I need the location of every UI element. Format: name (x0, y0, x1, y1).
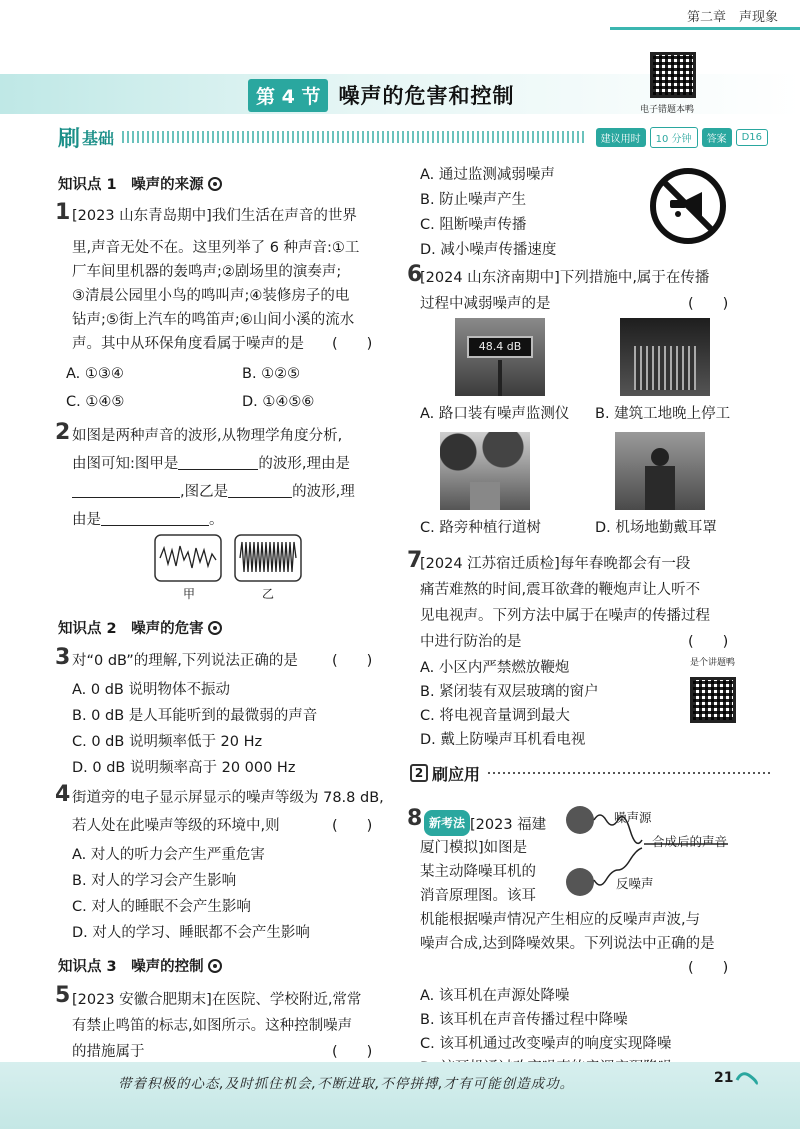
q2-line-2 (72, 452, 350, 476)
q4-line-2: 若人处在此噪声等级的环境中,则 (72, 818, 280, 834)
diagram-label-combined: 合成后的声音 (652, 834, 728, 849)
q3-option-d[interactable]: D. 0 dB 说明频率高于 20 000 Hz (72, 760, 296, 776)
wave-label-jia: 甲 (183, 587, 196, 601)
section-title-text: 噪声的危害和控制 (338, 84, 515, 108)
q6-answer-paren[interactable]: ( ) (688, 296, 729, 312)
q5-option-b[interactable]: B. 防止噪声产生 (420, 192, 527, 208)
q7-line-3: 见电视声。下列方法中属于在噪声的传播过程 (420, 608, 710, 624)
q6-option-c[interactable]: C. 路旁种植行道树 (420, 520, 541, 536)
q2-line-4 (72, 508, 224, 532)
q4-number: 4 (55, 782, 71, 807)
q2-line-2a: 由图可知:图甲是 (72, 456, 179, 472)
answer-page: D16 (736, 129, 768, 146)
time-label: 建议用时 (596, 128, 646, 147)
q3-option-b[interactable]: B. 0 dB 是人耳能听到的最微弱的声音 (72, 708, 318, 724)
q7-option-c[interactable]: C. 将电视音量调到最大 (420, 708, 570, 724)
q8-line-3: 某主动降噪耳机的 (420, 864, 536, 880)
knowledge-point-3 (58, 955, 222, 976)
kp1-label: 知识点 1 噪声的来源 (58, 177, 204, 193)
q7-number: 7 (407, 548, 423, 573)
tree-canopy (440, 432, 530, 482)
q8-option-b[interactable]: B. 该耳机在声音传播过程中降噪 (420, 1012, 628, 1028)
q1-option-b[interactable]: B. ①②⑤ (242, 366, 301, 382)
monitor-display: 48.4 dB (467, 336, 533, 358)
q5-line-1: [2023 安徽合肥期末]在医院、学校附近,常常 (72, 992, 362, 1008)
q2-line-2b: 的波形,理由是 (258, 456, 350, 472)
q2-line-3 (72, 480, 355, 504)
q8-option-c[interactable]: C. 该耳机通过改变噪声的响度实现降噪 (420, 1036, 672, 1052)
q4-line-1: 街道旁的电子显示屏显示的噪声等级为 78.8 dB, (72, 790, 384, 806)
q3-option-a[interactable]: A. 0 dB 说明物体不振动 (72, 682, 230, 698)
section2-label: 刷应用 (432, 764, 481, 784)
q8-line-1 (424, 810, 546, 837)
q1-answer-paren[interactable]: ( ) (332, 336, 373, 352)
diagram-label-anti: 反噪声 (616, 876, 654, 891)
q2-line-1: 如图是两种声音的波形,从物理学角度分析, (72, 428, 343, 444)
q8-line-1-text: [2023 福建 (470, 817, 547, 833)
qr-code-icon[interactable] (650, 52, 696, 98)
q7-option-d[interactable]: D. 戴上防噪声耳机看电视 (420, 732, 586, 748)
q1-line-1: [2023 山东青岛期中]我们生活在声音的世界 (72, 208, 357, 224)
q2-number: 2 (55, 420, 71, 445)
time-value: 10 分钟 (650, 127, 698, 148)
q6-photo-trees (440, 432, 530, 510)
q6-line-2: 过程中减弱噪声的是 (420, 296, 551, 312)
q5-number: 5 (55, 983, 71, 1008)
q7-option-b[interactable]: B. 紧闭装有双层玻璃的窗户 (420, 684, 599, 700)
answer-label: 答案 (702, 128, 732, 147)
q6-photo-airport-staff (615, 432, 705, 510)
basic-section-bar (58, 126, 768, 152)
q7-qr[interactable] (690, 677, 736, 723)
section-title (248, 78, 514, 112)
q6-option-d[interactable]: D. 机场地勤戴耳罩 (595, 520, 717, 536)
q4-option-d[interactable]: D. 对人的学习、睡眠都不会产生影响 (72, 925, 310, 941)
q1-option-c[interactable]: C. ①④⑤ (66, 394, 125, 410)
q2-line-3c: 的波形,理 (292, 484, 355, 500)
q4-option-a[interactable]: A. 对人的听力会产生严重危害 (72, 847, 265, 863)
q8-line-4: 消音原理图。该耳 (420, 888, 536, 904)
header-qr[interactable] (650, 52, 696, 98)
q7-answer-paren[interactable]: ( ) (688, 634, 729, 650)
q1-line-5: 钻声;⑤街上汽车的鸣笛声;⑥山间小溪的流水 (72, 312, 355, 328)
q5-option-a[interactable]: A. 通过监测减弱噪声 (420, 167, 555, 183)
diagram-label-noise: 噪声源 (614, 810, 652, 825)
footer-motto: 带着积极的心态,及时抓住机会,不断进取,不停拼搏,才有可能创造成功。 (118, 1076, 575, 1092)
application-section-bar (410, 762, 770, 784)
construction-scaffold (634, 346, 696, 390)
q2-line-4b: 。 (209, 512, 224, 528)
q4-option-c[interactable]: C. 对人的睡眠不会产生影响 (72, 899, 251, 915)
target-icon (208, 177, 222, 191)
q6-option-b[interactable]: B. 建筑工地晚上停工 (595, 406, 731, 422)
q3-stem: 对“0 dB”的理解,下列说法正确的是 (72, 653, 298, 669)
q8-new-tag: 新考法 (424, 810, 470, 836)
q8-option-a[interactable]: A. 该耳机在声源处降噪 (420, 988, 570, 1004)
q5-line-2: 有禁止鸣笛的标志,如图所示。这种控制噪声 (72, 1018, 353, 1034)
kp2-label: 知识点 2 噪声的危害 (58, 621, 204, 637)
q7-line-4: 中进行防治的是 (420, 634, 522, 650)
q2-blank-4[interactable] (101, 512, 209, 526)
page-number: 21 (714, 1070, 734, 1086)
q1-number: 1 (55, 200, 71, 225)
q8-line-2: 厦门模拟]如图是 (420, 840, 528, 856)
q6-photo-construction (620, 318, 710, 396)
section2-dots (488, 772, 770, 774)
q2-blank-3[interactable] (228, 484, 292, 498)
target-icon (208, 959, 222, 973)
q3-answer-paren[interactable]: ( ) (332, 653, 373, 669)
q2-waveform-figure (150, 530, 310, 600)
q7-line-1: [2024 江苏宿迁质检]每年春晚都会有一段 (420, 556, 691, 572)
q4-option-b[interactable]: B. 对人的学习会产生影响 (72, 873, 237, 889)
anti-noise-speaker (566, 868, 594, 896)
noise-source-speaker (566, 806, 594, 834)
no-horn-sign-icon (648, 166, 728, 246)
q7-option-a[interactable]: A. 小区内严禁燃放鞭炮 (420, 660, 570, 676)
section-brush: 刷 (58, 126, 81, 152)
q3-number: 3 (55, 645, 71, 670)
q2-line-3b: ,图乙是 (180, 484, 229, 500)
q8-answer-paren[interactable]: ( ) (688, 960, 729, 976)
qr-label: 电子错题本鸭 (640, 105, 695, 115)
q1-option-d[interactable]: D. ①④⑤⑥ (242, 394, 315, 410)
q6-number: 6 (407, 262, 423, 287)
q7-line-2: 痛苦难熬的时间,震耳欲聋的鞭炮声让人听不 (420, 582, 701, 598)
kp3-label: 知识点 3 噪声的控制 (58, 959, 204, 975)
q5-answer-paren[interactable]: ( ) (332, 1044, 373, 1060)
person-head (651, 448, 669, 466)
q6-option-a[interactable]: A. 路口装有噪声监测仪 (420, 406, 570, 422)
target-icon (208, 621, 222, 635)
q2-blank-1[interactable] (178, 456, 258, 470)
person-body (645, 466, 675, 510)
wave-label-yi: 乙 (262, 587, 275, 601)
q6-line-1: [2024 山东济南期中]下列措施中,属于在传播 (420, 270, 710, 286)
q6-photo-monitor (455, 318, 545, 396)
qr-code-icon[interactable] (690, 677, 736, 723)
section-dots (122, 131, 584, 143)
q5-option-d[interactable]: D. 减小噪声传播速度 (420, 242, 557, 258)
q2-line-4a: 由是 (72, 512, 101, 528)
q8-number: 8 (407, 806, 423, 831)
knowledge-point-2 (58, 617, 222, 638)
q8-line-5: 机能根据噪声情况产生相应的反噪声声波,与 (420, 912, 701, 928)
chapter-label: 第二章 声现象 (686, 10, 778, 25)
knowledge-point-1 (58, 173, 222, 194)
section2-number: 2 (410, 764, 428, 782)
q1-line-2: 里,声音无处不在。这里列举了 6 种声音:①工 (72, 240, 360, 256)
page-swirl-icon (734, 1068, 760, 1090)
q4-answer-paren[interactable]: ( ) (332, 818, 373, 834)
q5-option-c[interactable]: C. 阻断噪声传播 (420, 217, 527, 233)
q2-blank-2[interactable] (72, 484, 180, 498)
q1-line-6: 声。其中从环保角度看属于噪声的是 (72, 336, 304, 352)
chapter-divider (610, 27, 800, 30)
q5-line-3: 的措施属于 (72, 1044, 145, 1060)
q7-qr-label: 是个讲题鸭 (690, 658, 736, 668)
q3-option-c[interactable]: C. 0 dB 说明频率低于 20 Hz (72, 734, 263, 750)
q1-line-3: 厂车间里机器的轰鸣声;②剧场里的演奏声; (72, 264, 342, 280)
q1-option-a[interactable]: A. ①③④ (66, 366, 124, 382)
q8-line-6: 噪声合成,达到降噪效果。下列说法中正确的是 (420, 936, 715, 952)
monitor-pole (498, 360, 502, 396)
section-label: 基础 (82, 128, 115, 148)
road (470, 482, 500, 510)
section-number: 第 4 节 (248, 79, 328, 112)
q1-line-4: ③清晨公园里小鸟的鸣叫声;④装修房子的电 (72, 288, 350, 304)
